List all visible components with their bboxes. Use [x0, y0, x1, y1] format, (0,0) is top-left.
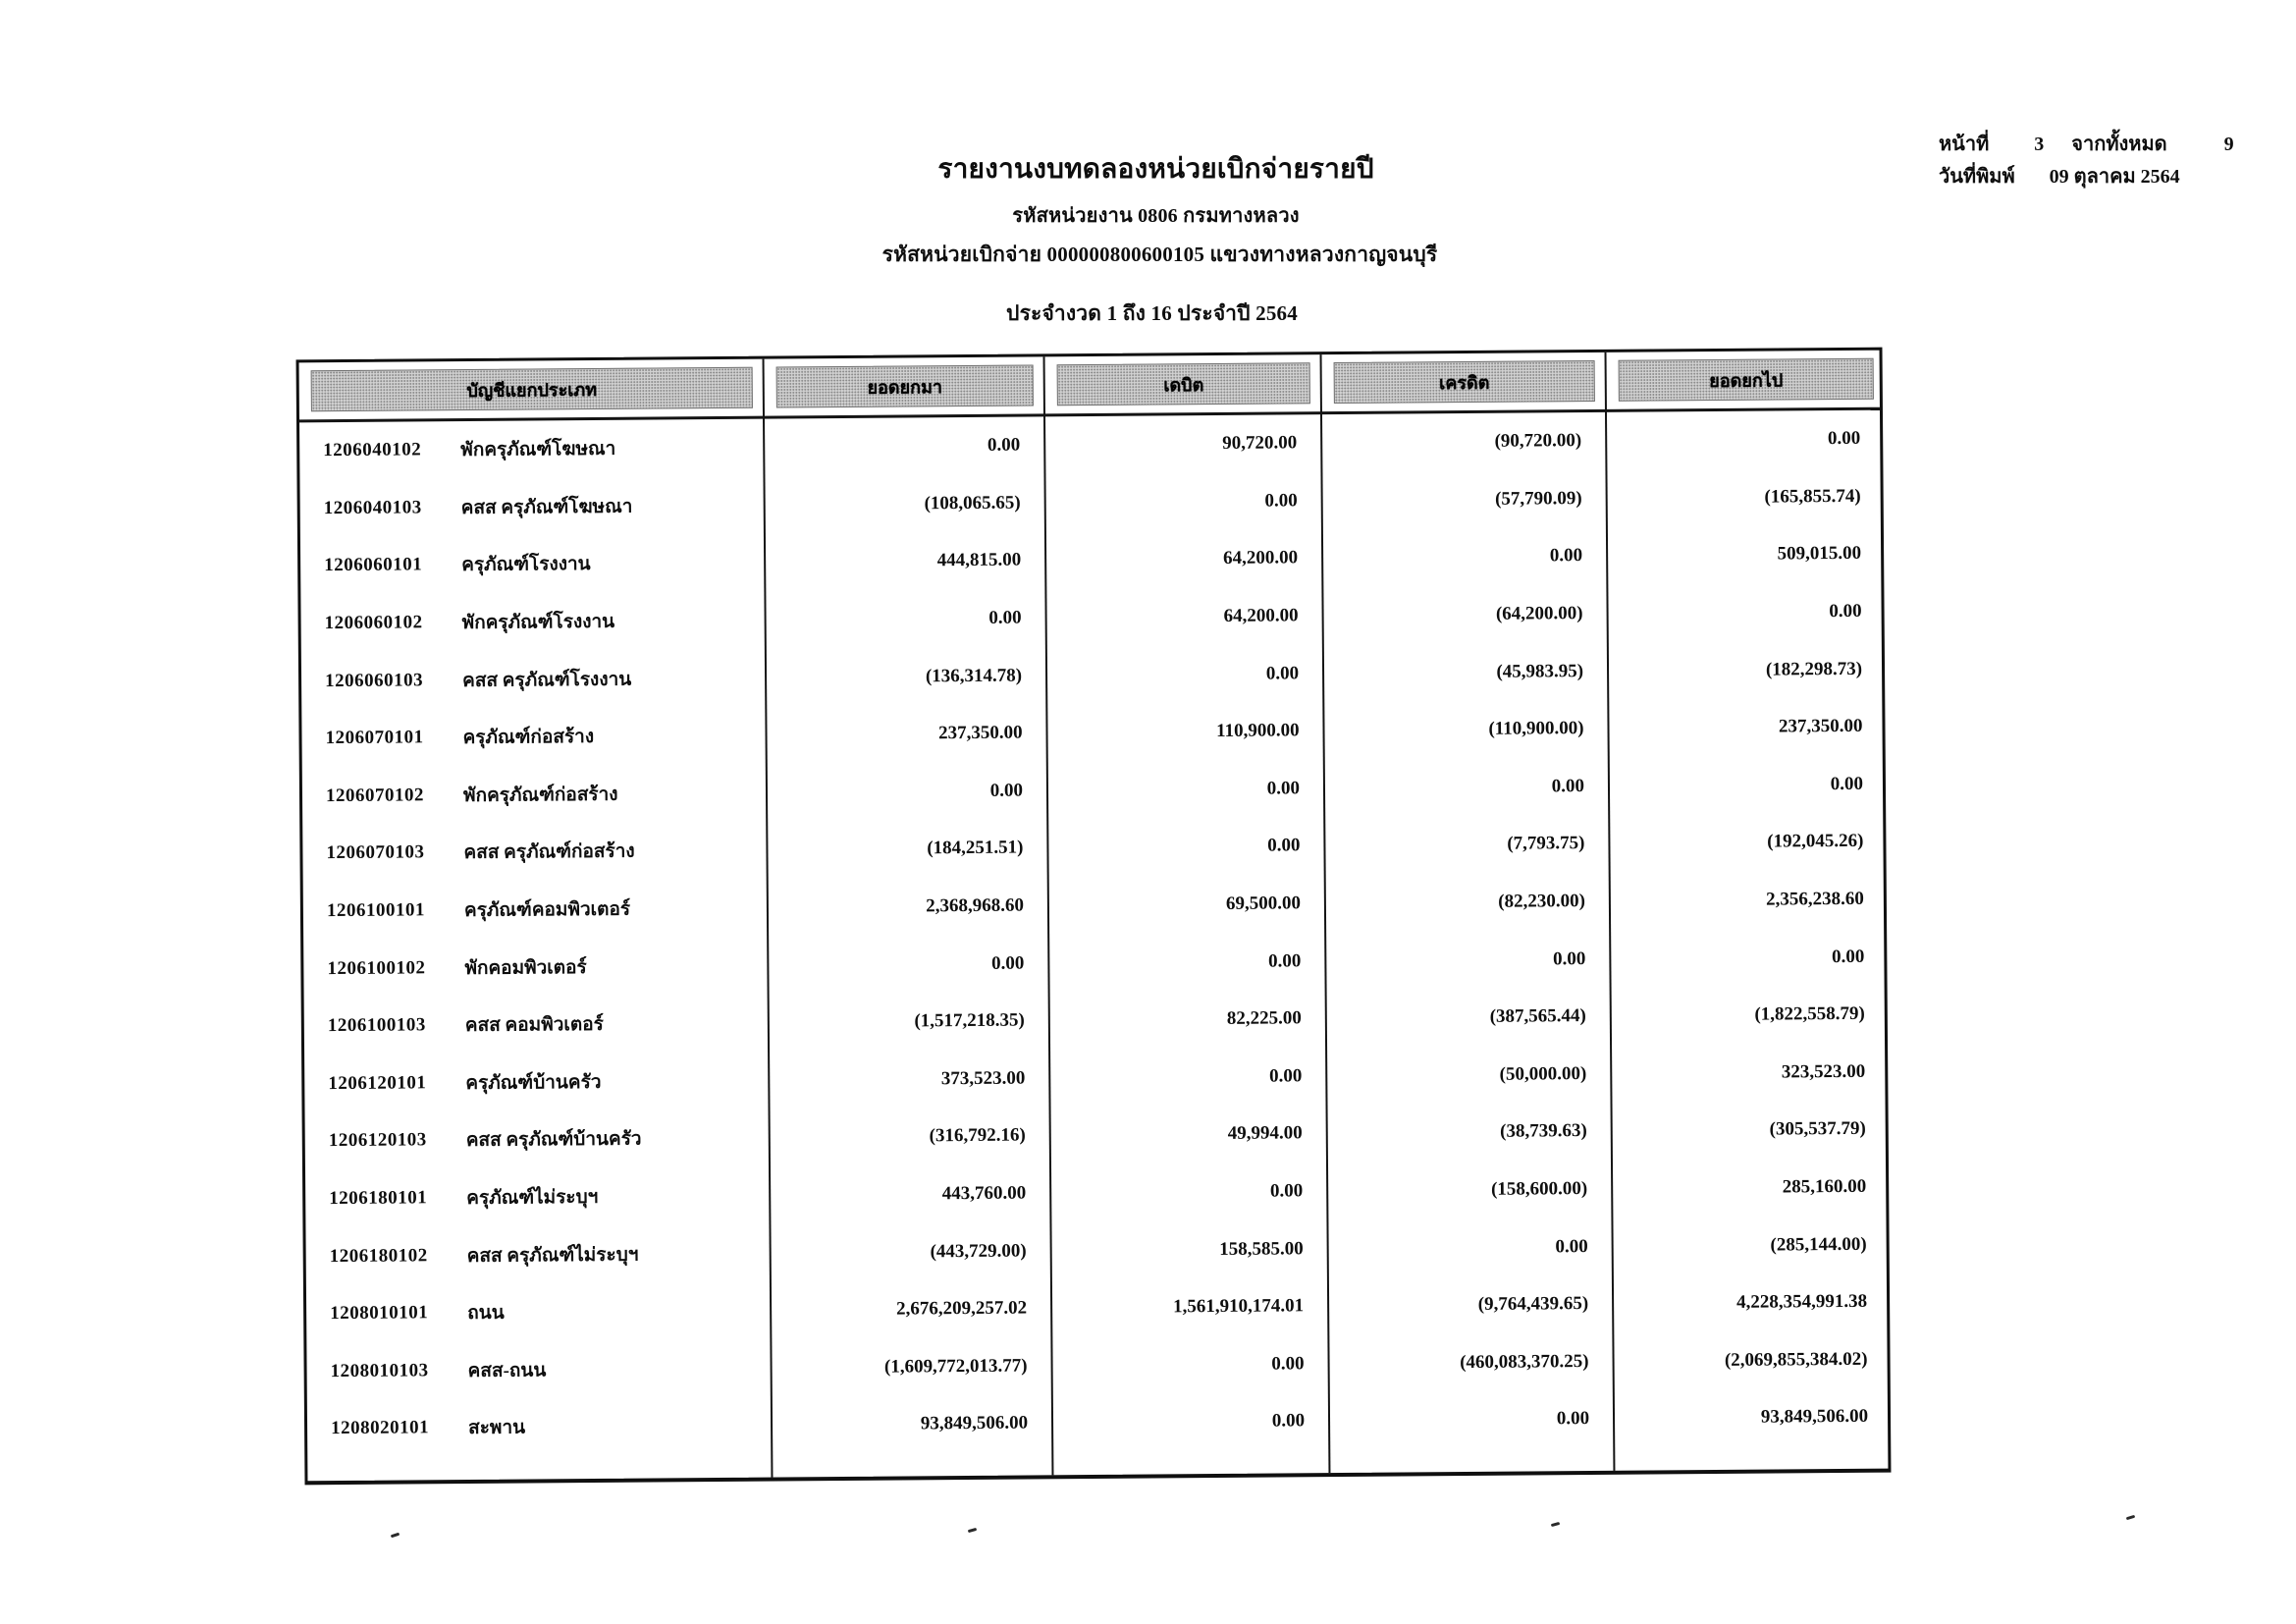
debit-amount: 69,500.00: [1225, 893, 1301, 914]
account-code: 1206060102: [324, 612, 423, 634]
debit-amount: 0.00: [1271, 1353, 1305, 1375]
account-name: ครุภัณฑ์ไม่ระบุฯ: [466, 1186, 599, 1210]
column-header-credit: เครดิต: [1334, 360, 1595, 404]
account-name: พักครุภัณฑ์โรงงาน: [461, 611, 615, 634]
account-name: คสส ครุภัณฑ์โฆษณา: [460, 496, 633, 518]
debit-amount: 158,585.00: [1219, 1237, 1304, 1260]
credit-amount: (38,739.63): [1499, 1120, 1587, 1143]
debit-amount: 49,994.00: [1227, 1122, 1303, 1145]
opening-balance-amount: 237,350.00: [937, 722, 1023, 744]
opening-balance-amount: (443,729.00): [930, 1240, 1027, 1262]
account-code: 1206070101: [325, 727, 424, 749]
account-cell: [303, 879, 769, 940]
account-name: พักครุภัณฑ์โฆษณา: [460, 439, 616, 461]
credit-amount: (9,764,439.65): [1477, 1293, 1589, 1316]
scan-artifact: [1551, 1522, 1560, 1527]
scan-artifact: [391, 1533, 400, 1539]
account-cell: [305, 1110, 771, 1170]
scan-artifact: [2126, 1515, 2135, 1521]
period-line: ประจำงวด 1 ถึง 16 ประจำปี 2564: [1006, 301, 1298, 325]
debit-amount: 0.00: [1265, 663, 1300, 684]
closing-balance-amount: 2,356,238.60: [1766, 888, 1864, 910]
account-cell: [306, 1339, 772, 1400]
opening-balance-amount: 0.00: [987, 434, 1021, 457]
closing-balance-amount: (1,822,558.79): [1754, 1003, 1865, 1025]
account-cell: [300, 591, 766, 652]
opening-balance-amount: 373,523.00: [940, 1067, 1026, 1090]
debit-amount: 0.00: [1264, 490, 1298, 512]
account-cell: [304, 1052, 770, 1112]
closing-balance-amount: 509,015.00: [1777, 543, 1862, 566]
closing-balance-amount: 285,160.00: [1782, 1175, 1867, 1198]
account-cell: [302, 764, 768, 825]
closing-balance-amount: (2,069,855,384.02): [1724, 1348, 1868, 1371]
account-cell: [307, 1397, 773, 1458]
debit-amount: 90,720.00: [1222, 432, 1298, 455]
credit-amount: (50,000.00): [1499, 1062, 1587, 1085]
closing-balance-amount: 4,228,354,991.38: [1736, 1291, 1868, 1314]
account-code: 1206060103: [325, 670, 424, 691]
account-name: คสส คอมพิวเตอร์: [464, 1014, 604, 1037]
account-cell: [299, 476, 765, 537]
account-cell: [306, 1281, 772, 1342]
closing-balance-amount: 0.00: [1827, 428, 1861, 450]
total-pages-label: จากทั้งหมด: [2071, 134, 2167, 155]
closing-balance-amount: 237,350.00: [1778, 716, 1863, 737]
account-cell: [301, 649, 767, 710]
opening-balance-amount: (108,065.65): [924, 492, 1021, 514]
total-pages: 9: [2223, 134, 2234, 155]
account-name: สะพาน: [467, 1417, 526, 1439]
opening-balance-amount: 93,849,506.00: [920, 1412, 1029, 1435]
credit-amount: (64,200.00): [1495, 603, 1583, 624]
opening-balance-amount: (1,517,218.35): [914, 1009, 1025, 1032]
closing-balance-amount: (285,144.00): [1770, 1233, 1867, 1256]
column-header-account: บัญชีแยกประเภท: [311, 367, 753, 412]
credit-amount: (90,720.00): [1494, 430, 1582, 453]
account-name: คสส ครุภัณฑ์ไม่ระบุฯ: [466, 1244, 639, 1267]
debit-amount: 0.00: [1271, 1410, 1306, 1432]
agency-code-line: รหัสหน่วยงาน 0806 กรมทางหลวง: [1012, 205, 1300, 227]
page-number: 3: [2034, 134, 2045, 155]
account-cell: [305, 1166, 771, 1227]
account-code: 1208010101: [330, 1302, 429, 1325]
opening-balance-amount: (136,314.78): [925, 665, 1023, 687]
credit-amount: (387,565.44): [1489, 1005, 1586, 1028]
debit-amount: 0.00: [1268, 949, 1302, 972]
account-code: 1206040102: [323, 439, 422, 461]
opening-balance-amount: 0.00: [991, 952, 1025, 974]
opening-balance-amount: 2,368,968.60: [926, 894, 1024, 917]
account-code: 1206060101: [324, 554, 423, 576]
opening-balance-amount: 0.00: [988, 607, 1022, 628]
account-code: 1206180102: [329, 1244, 428, 1267]
account-code: 1206040103: [323, 497, 422, 519]
account-cell: [304, 995, 770, 1056]
account-code: 1208010103: [330, 1360, 429, 1381]
closing-balance-amount: 323,523.00: [1781, 1060, 1866, 1083]
debit-amount: 0.00: [1266, 778, 1301, 799]
credit-amount: 0.00: [1549, 545, 1583, 567]
debit-amount: 1,561,910,174.01: [1173, 1295, 1305, 1318]
column-header-debit: เดบิต: [1057, 362, 1310, 406]
account-name: คสส ครุภัณฑ์โรงงาน: [462, 669, 632, 691]
debit-amount: 110,900.00: [1215, 720, 1300, 742]
page-label: หน้าที่: [1939, 134, 1990, 155]
account-name: ถนน: [467, 1302, 505, 1325]
account-code: 1206120103: [328, 1129, 427, 1152]
credit-amount: (82,230.00): [1498, 891, 1585, 912]
account-code: 1206100103: [327, 1014, 426, 1037]
report-title: รายงานงบทดลองหน่วยเบิกจ่ายรายปี: [937, 154, 1374, 185]
table-row: [307, 1388, 1888, 1458]
account-name: คสส ครุภัณฑ์บ้านครัว: [465, 1129, 642, 1152]
credit-amount: (158,600.00): [1490, 1178, 1588, 1200]
debit-amount: 0.00: [1268, 1065, 1303, 1087]
column-header-closing-balance: ยอดยกไป: [1619, 358, 1874, 402]
account-cell: [300, 534, 766, 595]
debit-amount: 0.00: [1269, 1180, 1304, 1202]
account-name: คสส-ถนน: [467, 1360, 547, 1381]
debit-amount: 82,225.00: [1226, 1007, 1302, 1030]
debit-amount: 0.00: [1267, 835, 1301, 857]
disbursement-unit-line: รหัสหน่วยเบิกจ่าย 000000800600105 แขวงทางหลวงกาญจนบุรี: [881, 243, 1438, 266]
account-name: คสส ครุภัณฑ์ก่อสร้าง: [463, 841, 635, 864]
account-cell: [301, 707, 767, 768]
account-name: ครุภัณฑ์ก่อสร้าง: [462, 727, 595, 749]
credit-amount: (7,793.75): [1507, 833, 1585, 855]
closing-balance-amount: (165,855.74): [1764, 485, 1861, 508]
credit-amount: 0.00: [1553, 947, 1586, 969]
closing-balance-amount: 0.00: [1832, 946, 1865, 967]
account-cell: [305, 1224, 771, 1285]
trial-balance-table: [296, 348, 1892, 1486]
closing-balance-amount: (182,298.73): [1765, 658, 1863, 680]
account-name: ครุภัณฑ์โรงงาน: [461, 554, 591, 576]
opening-balance-amount: (1,609,772,013.77): [883, 1355, 1028, 1378]
closing-balance-amount: (305,537.79): [1769, 1118, 1866, 1141]
account-code: 1206100101: [326, 899, 426, 922]
account-name: ครุภัณฑ์คอมพิวเตอร์: [463, 898, 631, 922]
print-date-label: วันที่พิมพ์: [1939, 166, 2015, 188]
opening-balance-amount: 0.00: [989, 780, 1024, 801]
credit-amount: (460,083,370.25): [1460, 1350, 1589, 1373]
debit-amount: 64,200.00: [1223, 547, 1299, 569]
account-name: ครุภัณฑ์บ้านครัว: [465, 1071, 602, 1094]
closing-balance-amount: 0.00: [1830, 773, 1864, 794]
account-code: 1208020101: [330, 1417, 430, 1439]
account-code: 1206070102: [325, 785, 425, 806]
closing-balance-amount: 0.00: [1829, 600, 1862, 623]
credit-amount: 0.00: [1556, 1408, 1590, 1430]
opening-balance-amount: 444,815.00: [936, 550, 1022, 571]
account-name: พักครุภัณฑ์ก่อสร้าง: [462, 784, 618, 806]
opening-balance-amount: 2,676,209,257.02: [896, 1297, 1028, 1320]
credit-amount: (110,900.00): [1488, 718, 1584, 740]
account-code: 1206120101: [328, 1072, 427, 1094]
scan-artifact: [968, 1528, 977, 1533]
opening-balance-amount: (184,251.51): [927, 838, 1024, 859]
account-name: พักคอมพิวเตอร์: [464, 956, 587, 979]
column-header-opening-balance: ยอดยกมา: [776, 364, 1034, 407]
print-date: 09 ตุลาคม 2564: [2049, 166, 2180, 188]
account-cell: [302, 822, 768, 883]
account-code: 1206100102: [327, 956, 426, 979]
credit-amount: 0.00: [1555, 1235, 1588, 1257]
credit-amount: (45,983.95): [1496, 660, 1584, 682]
closing-balance-amount: (192,045.26): [1767, 831, 1864, 853]
table-body: [299, 410, 1888, 1482]
credit-amount: (57,790.09): [1494, 487, 1582, 510]
print-date-row: [1939, 160, 2180, 191]
account-code: 1206180101: [329, 1187, 428, 1210]
account-cell: [299, 419, 765, 480]
credit-amount: 0.00: [1551, 775, 1585, 797]
debit-amount: 64,200.00: [1223, 605, 1299, 627]
account-code: 1206070103: [326, 841, 425, 864]
account-cell: [303, 937, 769, 998]
opening-balance-amount: (316,792.16): [929, 1124, 1026, 1147]
page-info-row: [1939, 128, 2234, 159]
opening-balance-amount: 443,760.00: [941, 1182, 1027, 1205]
closing-balance-amount: 93,849,506.00: [1760, 1406, 1869, 1429]
